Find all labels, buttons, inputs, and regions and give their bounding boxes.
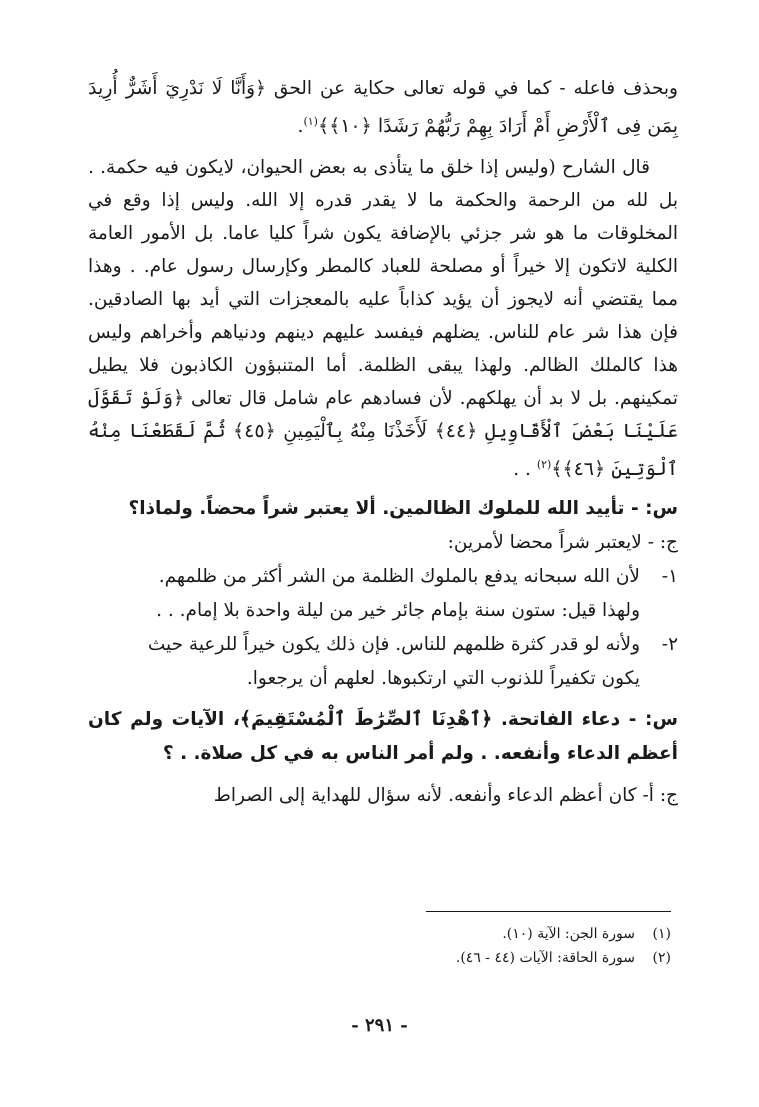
paragraph-1-end: . (297, 116, 304, 138)
quran-verse-haqqa: ﴿وَلَوْ تَقَوَّلَ عَلَيْنَا بَعْضَ ٱلْأَقَاوِيلِ ﴿٤٤﴾ لَأَخَذْنَا مِنْهُ بِٱلْيَمِينِ ﴿٤٥﴾ ثُمَّ لَقَطَعْنَا مِنْهُ ٱلْوَتِينَ ﴿٤٦﴾﴾ (88, 387, 678, 481)
page-body (88, 72, 678, 813)
footnote-divider (426, 911, 671, 912)
item-number: ٢- (661, 634, 678, 656)
paragraph-2-end: . . (513, 459, 531, 481)
footnotes (81, 922, 671, 970)
question-2-text-after: ، الآيات ولم كان أعظم الدعاء وأنفعه. . ولم أمر الناس به في كل صلاة. . ؟ (88, 709, 678, 765)
footnote-ref-1: (١) (303, 115, 318, 128)
footnote-1 (81, 922, 671, 946)
quran-verse-fatiha: ﴿ٱهْدِنَا ٱلصِّرَٰطَ ٱلْمُسْتَقِيمَ﴾ (239, 708, 493, 731)
question-2 (88, 702, 678, 771)
item-number: ١- (661, 566, 678, 588)
question-1-text: تأييد الله للملوك الظالمين. ألا يعتبر شراً محضاً. ولماذا؟ (128, 498, 625, 520)
footnote-1-number: (١) (652, 926, 671, 942)
page-number: - ٢٩١ - (351, 1015, 408, 1036)
answer-1-prefix: ج: - (647, 532, 678, 554)
answer-2-letter: أ- (642, 785, 654, 807)
quran-verse-jinn: أَشَرٌّ أُرِيدَ بِمَن فِى ٱلْأَرْضِ أَمْ أَرَادَ بِهِمْ رَبُّهُمْ رَشَدًا ﴿١٠﴾﴾ (88, 77, 678, 138)
paragraph-2 (88, 151, 678, 486)
item-1-line-2: ولهذا قيل: ستون سنة بإمام جائر خير من ليلة واحدة بلا إمام. . . (156, 600, 640, 622)
paragraph-1 (88, 72, 678, 143)
answer-2-prefix: ج: (659, 785, 678, 807)
answer-1-text: لايعتبر شراً محضا لأمرين: (447, 532, 642, 554)
item-1-line-1: لأن الله سبحانه يدفع بالملوك الظلمة من الشر أكثر من ظلمهم. (158, 566, 640, 588)
item-2-line-2: يكون تكفيراً للذنوب التي ارتكبوها. لعلهم أن يرجعوا. (246, 668, 640, 690)
answer-1 (88, 526, 678, 560)
answer-2-text: كان أعظم الدعاء وأنفعه. لأنه سؤال للهداية إلى الصراط (213, 785, 637, 807)
question-1-prefix: س: - (630, 498, 678, 520)
answer-1-item-2 (88, 628, 678, 696)
footnote-2-text: سورة الحاقة: الآيات (٤٤ - ٤٦). (455, 950, 635, 966)
answer-2 (88, 779, 678, 813)
answer-1-item-1 (88, 560, 678, 628)
footnote-2-number: (٢) (652, 950, 671, 966)
footnote-2 (81, 946, 671, 970)
footnote-ref-2: (٢) (536, 458, 552, 472)
paragraph-1-line-1: وبحذف فاعله - كما في قوله تعالى حكاية عن الحق ﴿وَأَنَّا لَا نَدْرِيٓ (165, 78, 678, 99)
item-2-line-1: ولأنه لو قدر كثرة ظلمهم للناس. فإن ذلك يكون خيراً للرعية حيث (147, 634, 640, 656)
question-2-prefix: س: - (628, 709, 678, 731)
question-2-text-before: دعاء الفاتحة. (500, 709, 621, 731)
question-1 (88, 492, 678, 526)
paragraph-2-text: قال الشارح (وليس إذا خلق ما يتأذى به بعض الحيوان، لايكون فيه حكمة. . بل لله من الرحمة والحكمة ما لا يقدر قدره إلا الله. وليس إذا وقع في المخلوقات ما هو شر جزئي بالإضافة يكون شراً كليا عاما. بل الأمور العامة الكلية لاتكون إلا خيراً أو مصلحة للعباد كالمطر وكإرسال رسول عام. . وهذا مما يقتضي أنه لايجوز أن يؤيد كذاباً عليه بالمعجزات التي أيد بها الصادقين. فإن هذا شر عام للناس. يضلهم فيفسد عليهم دينهم ودنياهم وأخراهم وليس هذا كالملك الظالم. ولهذا يبقى الظلمة. أما المتنبؤون الكاذبون فلا يطيل تمكينهم. بل لا بد أن يهلكهم. لأن فسادهم عام شامل قال تعالى (88, 157, 678, 410)
footnote-1-text: سورة الجن: الآية (١٠). (502, 926, 635, 942)
